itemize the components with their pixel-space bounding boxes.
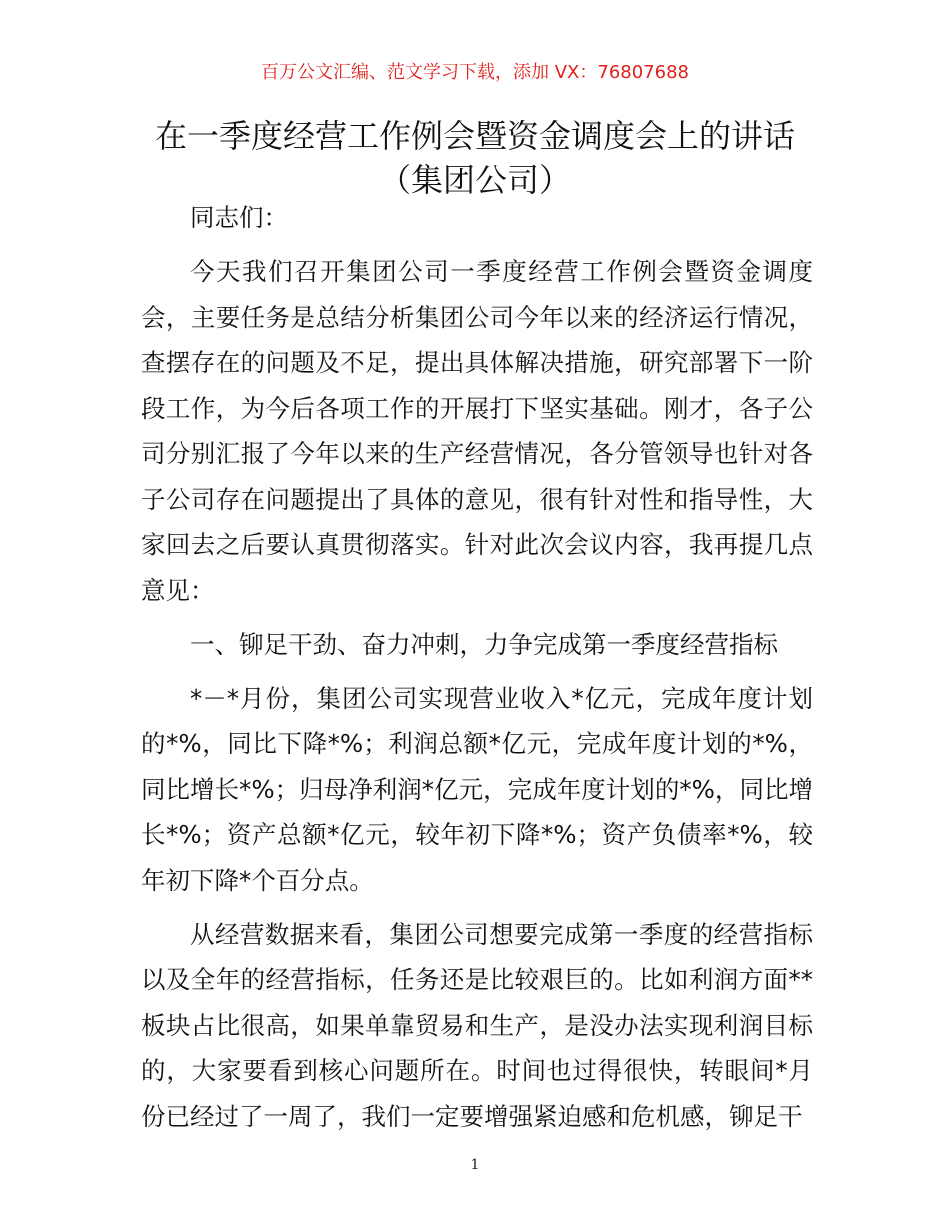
paragraph-figures: *－*月份，集团公司实现营业收入*亿元，完成年度计划的*%，同比下降*%；利润总额*亿元，完成年度计划的*%，同比增长*%；归母净利润*亿元，完成年度计划的*%，同比增长*%；资产总额*亿元，较年初下降*%；资产负债率*%，较年初下降*个百分点。 bbox=[141, 683, 813, 895]
section-heading-1: 一、铆足干劲、奋力冲刺，力争完成第一季度经营指标 bbox=[190, 629, 778, 659]
document-body bbox=[141, 195, 813, 1148]
title-line-1: 在一季度经营工作例会暨资金调度会上的讲话 bbox=[154, 117, 795, 155]
header-watermark-note: 百万公文汇编、范文学习下载，添加 VX：76807688 bbox=[261, 62, 689, 83]
document-title bbox=[110, 114, 840, 202]
page-number: 1 bbox=[470, 1157, 480, 1173]
paragraph-analysis: 从经营数据来看，集团公司想要完成第一季度的经营指标以及全年的经营指标，任务还是比较艰巨的。比如利润方面**板块占比很高，如果单靠贸易和生产，是没办法实现利润目标的，大家要看到核心问题所在。时间也过得很快，转眼间*月份已经过了一周了，我们一定要增强紧迫感和危机感，铆足干 bbox=[141, 919, 813, 1131]
title-line-2: （集团公司） bbox=[378, 161, 571, 199]
salutation: 同志们： bbox=[190, 203, 288, 232]
paragraph-intro: 今天我们召开集团公司一季度经营工作例会暨资金调度会，主要任务是总结分析集团公司今年以来的经济运行情况，查摆存在的问题及不足，提出具体解决措施，研究部署下一阶段工作，为今后各项工作的开展打下坚实基础。刚才，各子公司分别汇报了今年以来的生产经营情况，各分管领导也针对各子公司存在问题提出了具体的意见，很有针对性和指导性，大家回去之后要认真贯彻落实。针对此次会议内容，我再提几点意见： bbox=[141, 257, 813, 605]
